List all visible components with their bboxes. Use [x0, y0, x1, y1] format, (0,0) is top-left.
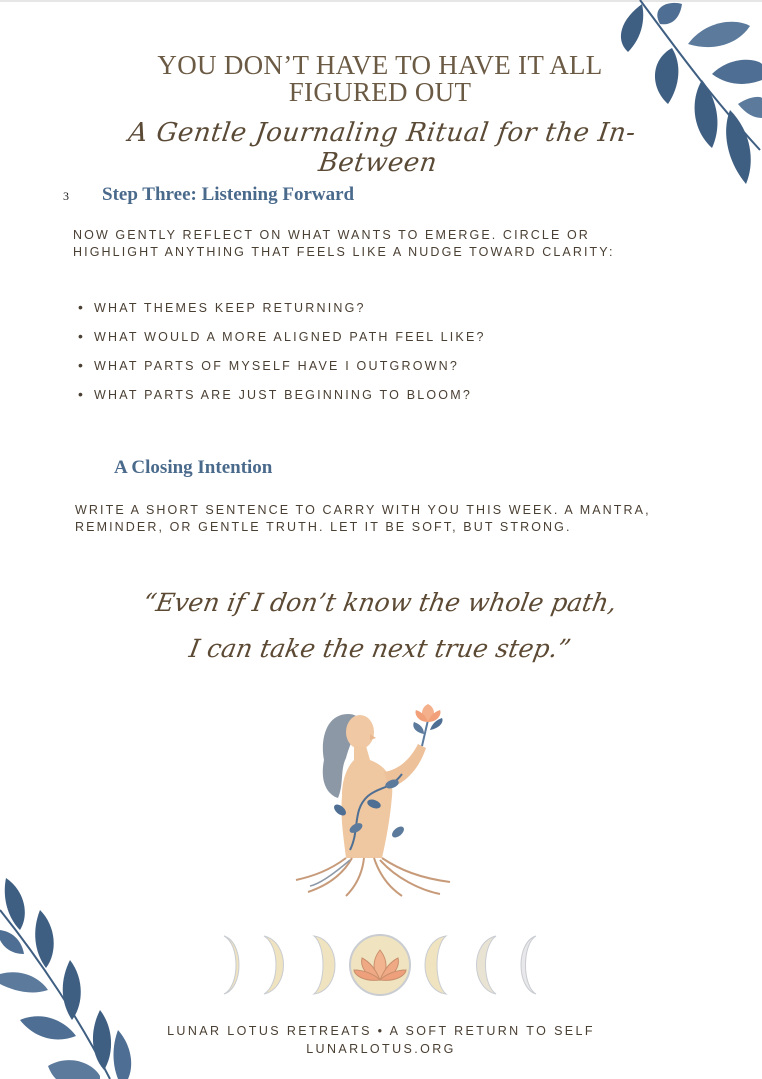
step-heading: Step Three: Listening Forward [102, 184, 355, 205]
quote-line-1: “Even if I don’t know the whole path, [140, 588, 620, 617]
step-instruction [73, 227, 713, 261]
woman-with-flower-roots-icon [290, 700, 470, 900]
reflection-list [78, 296, 486, 412]
closing-text [75, 502, 735, 536]
closing-text-line-2: REMINDER, OR GENTLE TRUTH. LET IT BE SOFT, BUT STRONG. [75, 520, 572, 534]
step-instruction-line-1: NOW GENTLY REFLECT ON WHAT WANTS TO EMERGE. CIRCLE OR [73, 228, 590, 242]
title-line-2: FIGURED OUT [288, 77, 472, 107]
list-item: • WHAT PARTS OF MYSELF HAVE I OUTGROWN? [78, 357, 459, 373]
closing-text-line-1: WRITE A SHORT SENTENCE TO CARRY WITH YOU THIS WEEK. A MANTRA, [75, 503, 651, 517]
footer-tagline: LUNAR LOTUS RETREATS • A SOFT RETURN TO SELF [167, 1024, 595, 1038]
moon-phases-icon [210, 930, 550, 1000]
list-item: • WHAT WOULD A MORE ALIGNED PATH FEEL LIKE? [78, 328, 486, 344]
page-title [110, 52, 650, 106]
title-line-1: YOU DON’T HAVE TO HAVE IT ALL [157, 50, 603, 80]
list-item: • WHAT PARTS ARE JUST BEGINNING TO BLOOM? [78, 386, 472, 402]
closing-heading: A Closing Intention [114, 457, 273, 478]
page-subtitle: A Gentle Journaling Ritual for the In-Between [126, 118, 638, 178]
step-instruction-line-2: HIGHLIGHT ANYTHING THAT FEELS LIKE A NUDGE TOWARD CLARITY: [73, 245, 615, 259]
list-item: • WHAT THEMES KEEP RETURNING? [78, 299, 366, 315]
quote-line-2: I can take the next true step.” [187, 634, 573, 663]
step-number: 3 [63, 189, 69, 203]
footer-website: LUNARLOTUS.ORG [306, 1042, 456, 1056]
